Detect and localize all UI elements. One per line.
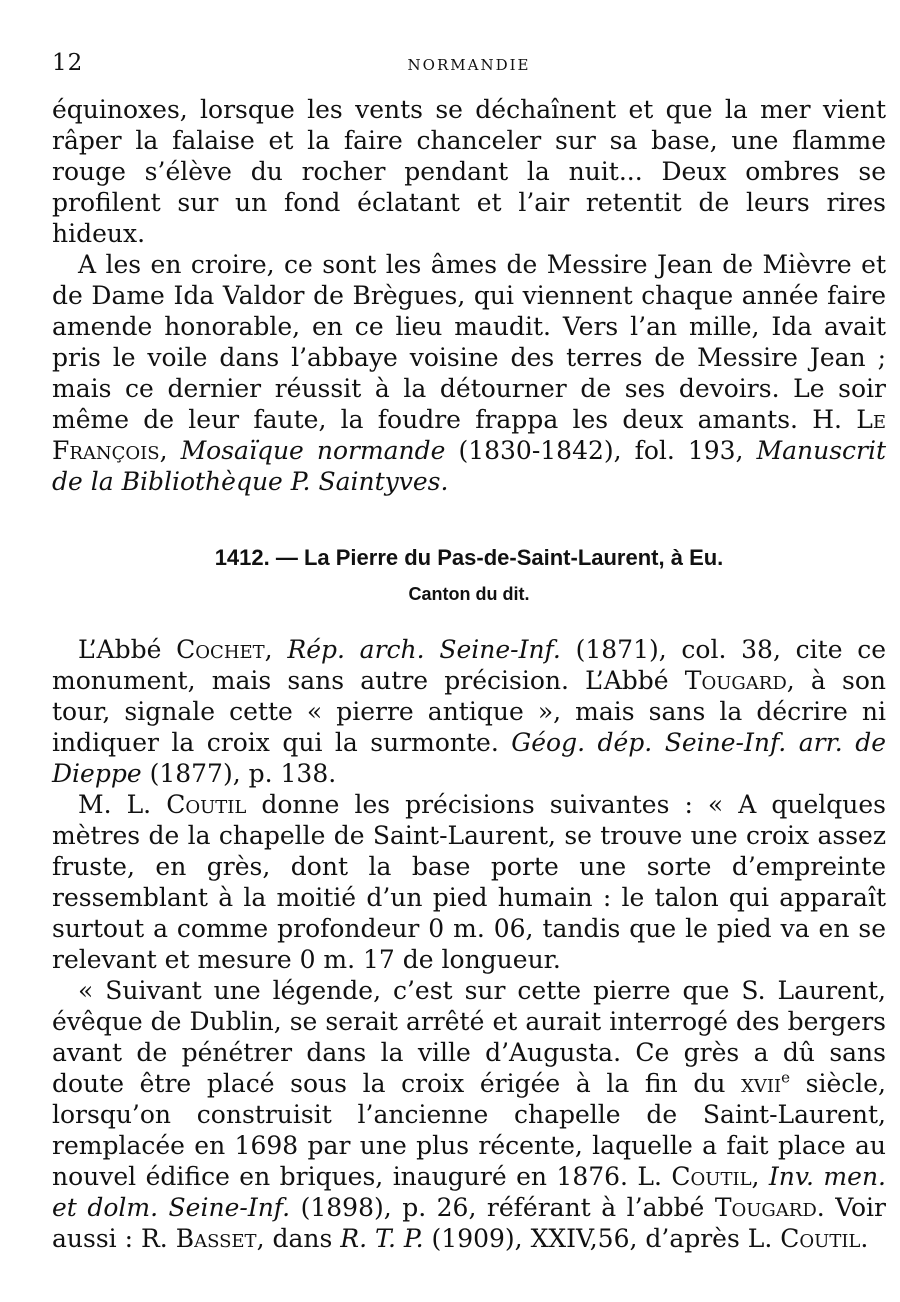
document-page	[52, 44, 886, 1254]
text-span: dans	[264, 1224, 333, 1253]
page-header	[52, 44, 886, 94]
entry-subtitle: Canton du dit.	[408, 584, 530, 604]
entry-paragraph-2	[52, 789, 886, 975]
text-span: « Suivant une légende, c’est sur cette pierre que S. Laurent, évêque de Dublin, se serait arrêté et aurait interrogé des bergers avant de pénétrer dans la ville d’Augusta. Ce grès a dû sans doute être placé sous la croix érigée à la fin du	[52, 976, 886, 1098]
text-span: L’Abbé	[78, 635, 162, 664]
text-span: Voir aussi : R.	[52, 1193, 886, 1253]
author-coutil: Coutil.	[780, 1224, 869, 1253]
page-number: 12	[52, 50, 84, 76]
entry-paragraph-1	[52, 634, 886, 789]
text-span: (1871), col. 38, cite ce monument, mais sans autre précision. L’Abbé	[52, 635, 887, 695]
author-cochet: Cochet,	[176, 635, 273, 664]
work-rtp: R. T. P.	[340, 1224, 424, 1253]
author-le-francois: Le François,	[52, 405, 886, 465]
running-head: NORMANDIE	[407, 56, 531, 74]
entry-title: 1412. — La Pierre du Pas-de-Saint-Laurent, à Eu.	[214, 545, 724, 570]
text-span: donne les précisions suivantes : « A quelques mètres de la chapelle de Saint-Laurent, se trouve une croix assez fruste, en grès, dont la base porte une sorte d’empreinte ressemblant à la moitié d’un pied humain : le talon qui apparaît surtout a comme profondeur 0 m. 06, tandis que le pied va en se relevant et mesure 0 m. 17 de longueur.	[52, 790, 886, 974]
work-mosaique-normande: Mosaïque normande	[180, 436, 446, 465]
manuscript-source: Manuscrit de la Bibliothèque P. Saintyves.	[52, 436, 887, 496]
reference-folio: (1830-1842), fol. 193,	[445, 436, 744, 465]
work-rep-arch: Rép. arch. Seine-Inf.	[287, 635, 561, 664]
author-tougard: Tougard,	[684, 666, 795, 695]
paragraph-continuation: équinoxes, lorsque les vents se déchaînent et que la mer vient râper la falaise et la faire chanceler sur sa base, une flamme rouge s’élève du rocher pendant la nuit... Deux ombres se profilent sur un fond éclatant et l’air retentit de leurs rires hideux.	[52, 95, 886, 248]
paragraph-legend-text: A les en croire, ce sont les âmes de Messire Jean de Mièvre et de Dame Ida Valdor de Brègues, qui viennent chaque année faire amende honorable, en ce lieu maudit. Vers l’an mille, Ida avait pris le voile dans l’abbaye voisine des terres de Messire Jean ; mais ce dernier réussit à la détourner de ses devoirs. Le soir même de leur faute, la foudre frappa les deux amants. H.	[52, 250, 886, 434]
text-span: à son tour, signale cette « pierre antique », mais sans la décrire ni indiquer la croix qui la surmonte.	[52, 666, 886, 757]
text-span: (1877), p. 138.	[141, 759, 337, 788]
century-superscript: e	[781, 1068, 790, 1087]
author-coutil: Coutil,	[671, 1162, 760, 1191]
paragraph-legend	[52, 249, 886, 497]
author-coutil: Coutil	[166, 790, 247, 819]
author-basset: Basset,	[175, 1224, 265, 1253]
entry-paragraph-3	[52, 975, 886, 1254]
text-span: M. L.	[78, 790, 152, 819]
text-span: (1909), XXIV,56, d’après L.	[423, 1224, 773, 1253]
text-span: (1898), p. 26, référant à l’abbé	[290, 1193, 705, 1222]
century-numeral: xvii	[741, 1069, 782, 1098]
author-tougard: Tougard.	[714, 1193, 825, 1222]
text-span: siècle, lorsqu’on construisit l’ancienne chapelle de Saint-Laurent, remplacée en 1698 par une plus récente, laquelle a fait place au nouvel édifice en briques, inauguré en 1876. L.	[52, 1069, 886, 1191]
work-geog-dep: Géog. dép. Seine-Inf. arr. de Dieppe	[52, 728, 886, 788]
work-inv-men: Inv. men. et dolm. Seine-Inf.	[52, 1162, 886, 1222]
